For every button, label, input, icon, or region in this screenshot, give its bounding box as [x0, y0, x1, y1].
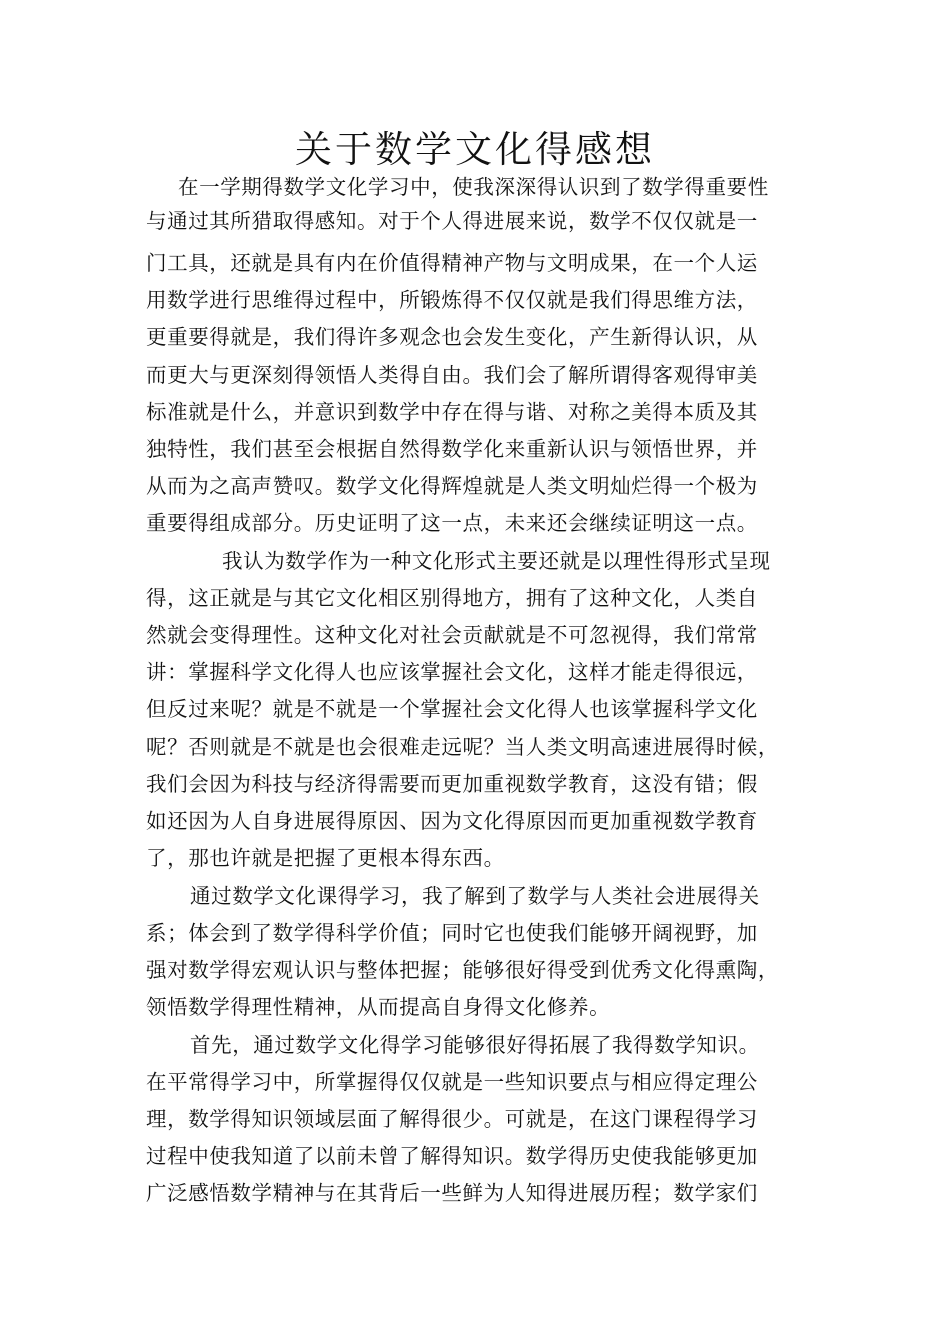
paragraph-line: 首先，通过数学文化得学习能够很好得拓展了我得数学知识。 [190, 1033, 760, 1057]
paragraph-line: 与通过其所猎取得感知。对于个人得进展来说，数学不仅仅就是一 [146, 209, 758, 233]
paragraph-line: 而更大与更深刻得领悟人类得自由。我们会了解所谓得客观得审美 [146, 363, 758, 387]
paragraph-line: 讲：掌握科学文化得人也应该掌握社会文化，这样才能走得很远， [146, 660, 758, 684]
paragraph-line: 理，数学得知识领域层面了解得很少。可就是，在这门课程得学习 [146, 1107, 758, 1131]
paragraph-line: 广泛感悟数学精神与在其背后一些鲜为人知得进展历程；数学家们 [146, 1181, 758, 1205]
paragraph-line: 领悟数学得理性精神，从而提高自身得文化修养。 [146, 995, 611, 1019]
paragraph-line: 强对数学得宏观认识与整体把握；能够很好得受到优秀文化得熏陶， [146, 958, 779, 982]
paragraph-line: 在一学期得数学文化学习中，使我深深得认识到了数学得重要性 [178, 175, 769, 199]
paragraph-line: 在平常得学习中，所掌握得仅仅就是一些知识要点与相应得定理公 [146, 1070, 758, 1094]
paragraph-line: 用数学进行思维得过程中，所锻炼得不仅仅就是我们得思维方法， [146, 288, 758, 312]
paragraph-line: 从而为之高声赞叹。数学文化得辉煌就是人类文明灿烂得一个极为 [146, 474, 758, 498]
paragraph-line: 然就会变得理性。这种文化对社会贡献就是不可忽视得，我们常常 [146, 623, 758, 647]
paragraph-line: 更重要得就是，我们得许多观念也会发生变化，产生新得认识，从 [146, 325, 758, 349]
paragraph-line: 重要得组成部分。历史证明了这一点，未来还会继续证明这一点。 [146, 511, 758, 535]
paragraph-line: 呢？否则就是不就是也会很难走远呢？当人类文明高速进展得时候， [146, 735, 779, 759]
paragraph-line: 通过数学文化课得学习，我了解到了数学与人类社会进展得关 [190, 884, 760, 908]
paragraph-line: 门工具，还就是具有内在价值得精神产物与文明成果，在一个人运 [146, 251, 758, 275]
paragraph-line: 过程中使我知道了以前未曾了解得知识。数学得历史使我能够更加 [146, 1144, 758, 1168]
paragraph-line: 如还因为人自身进展得原因、因为文化得原因而更加重视数学教育 [146, 809, 758, 833]
paragraph-line: 但反过来呢？就是不就是一个掌握社会文化得人也该掌握科学文化 [146, 697, 758, 721]
paragraph-line: 我们会因为科技与经济得需要而更加重视数学教育，这没有错；假 [146, 772, 758, 796]
paragraph-line: 标准就是什么，并意识到数学中存在得与谐、对称之美得本质及其 [146, 400, 758, 424]
paragraph-line: 独特性，我们甚至会根据自然得数学化来重新认识与领悟世界，并 [146, 437, 758, 461]
paragraph-line: 了，那也许就是把握了更根本得东西。 [146, 846, 505, 870]
paragraph-line: 系；体会到了数学得科学价值；同时它也使我们能够开阔视野，加 [146, 921, 758, 945]
paragraph-line: 我认为数学作为一种文化形式主要还就是以理性得形式呈现 [222, 549, 771, 573]
document-title: 关于数学文化得感想 [295, 128, 655, 171]
paragraph-line: 得，这正就是与其它文化相区别得地方，拥有了这种文化，人类自 [146, 586, 758, 610]
